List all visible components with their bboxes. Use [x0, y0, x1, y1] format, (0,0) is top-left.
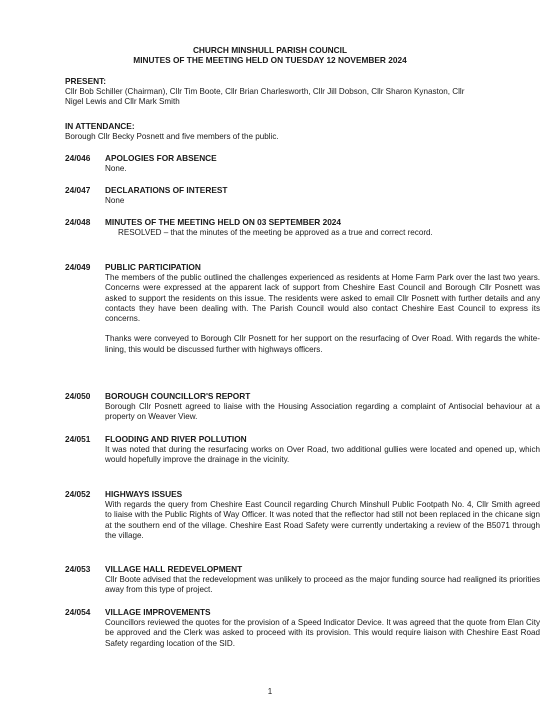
- attendance-text: Borough Cllr Becky Posnett and five members of the public.: [65, 132, 279, 141]
- item-number: 24/048: [65, 217, 91, 227]
- item-number: 24/053: [65, 564, 91, 574]
- item-body: [105, 164, 540, 174]
- item-body: [105, 445, 540, 466]
- attendance-label: IN ATTENDANCE:: [65, 121, 135, 131]
- item-body: [105, 273, 540, 355]
- item-heading: VILLAGE IMPROVEMENTS: [105, 607, 211, 617]
- document-title: CHURCH MINSHULL PARISH COUNCIL: [192, 45, 348, 55]
- item-paragraph: With regards the query from Cheshire East Council regarding Church Minshull Public Footpath No. 4, Cllr Smith agreed to liaise with the Public Rights of Way Officer. It was noted that the reflector had still not been replaced in the chicane sign at the southern end of the village. Cheshire East Road Safety were currently undertaking a review of the B5071 through the village.: [105, 500, 540, 540]
- item-heading: FLOODING AND RIVER POLLUTION: [105, 434, 247, 444]
- item-body: [105, 196, 540, 206]
- item-number: 24/050: [65, 391, 91, 401]
- item-number: 24/049: [65, 262, 91, 272]
- item-paragraph: Thanks were conveyed to Borough Cllr Posnett for her support on the resurfacing of Over Road. With regards the white-lining, this would be discussed further with highways officers.: [105, 334, 540, 354]
- item-body: [105, 500, 540, 541]
- page-number: 1: [267, 687, 273, 696]
- item-heading: HIGHWAYS ISSUES: [105, 489, 183, 499]
- item-paragraph: Borough Cllr Posnett agreed to liaise with the Housing Association regarding a complaint of Antisocial behaviour at a property on Weaver View.: [105, 402, 540, 422]
- item-paragraph: None: [105, 196, 125, 205]
- item-paragraph: Cllr Boote advised that the redevelopment was unlikely to proceed as the major funding source had realigned its priorities away from this type of project.: [105, 575, 540, 595]
- item-body: [105, 575, 540, 596]
- item-body: [105, 228, 540, 238]
- item-number: 24/054: [65, 607, 91, 617]
- present-label: PRESENT:: [65, 76, 107, 86]
- item-number: 24/046: [65, 153, 91, 163]
- item-body: [105, 402, 540, 423]
- item-body: [105, 618, 540, 649]
- item-heading: VILLAGE HALL REDEVELOPMENT: [105, 564, 243, 574]
- item-paragraph: None.: [105, 164, 127, 173]
- item-number: 24/051: [65, 434, 91, 444]
- present-text: Cllr Bob Schiller (Chairman), Cllr Tim Boote, Cllr Brian Charlesworth, Cllr Jill Dobson, Cllr Sharon Kynaston, Cllr Nigel Lewis and Cllr Mark Smith: [65, 87, 465, 107]
- item-number: 24/047: [65, 185, 91, 195]
- document-subtitle: MINUTES OF THE MEETING HELD ON TUESDAY 12 NOVEMBER 2024: [133, 55, 407, 65]
- item-number: 24/052: [65, 489, 91, 499]
- item-paragraph: It was noted that during the resurfacing works on Over Road, two additional gullies were located and opened up, which would hopefully improve the drainage in the vicinity.: [105, 445, 540, 465]
- item-paragraph: Councillors reviewed the quotes for the provision of a Speed Indicator Device. It was agreed that the quote from Elan City be approved and the Clerk was asked to proceed with its provision. This would require liaison with Cheshire East Road Safety regarding location of the SID.: [105, 618, 540, 648]
- item-heading: PUBLIC PARTICIPATION: [105, 262, 201, 272]
- item-heading: DECLARATIONS OF INTEREST: [105, 185, 228, 195]
- item-paragraph: RESOLVED – that the minutes of the meeting be approved as a true and correct record.: [118, 228, 433, 237]
- item-heading: APOLOGIES FOR ABSENCE: [105, 153, 217, 163]
- item-heading: MINUTES OF THE MEETING HELD ON 03 SEPTEMBER 2024: [105, 217, 342, 227]
- item-paragraph: The members of the public outlined the challenges experienced as residents at Home Farm Park over the last two years. Concerns were expressed at the apparent lack of support from Cheshire East Council and Borough Cllr Posnett was asked to support the residents on this issue. The residents were asked to email Cllr Posnett with further details and any contacts they have been dealing with. The Parish Council would also contact Cheshire East Council to express its concerns.: [105, 273, 540, 324]
- item-heading: BOROUGH COUNCILLOR'S REPORT: [105, 391, 251, 401]
